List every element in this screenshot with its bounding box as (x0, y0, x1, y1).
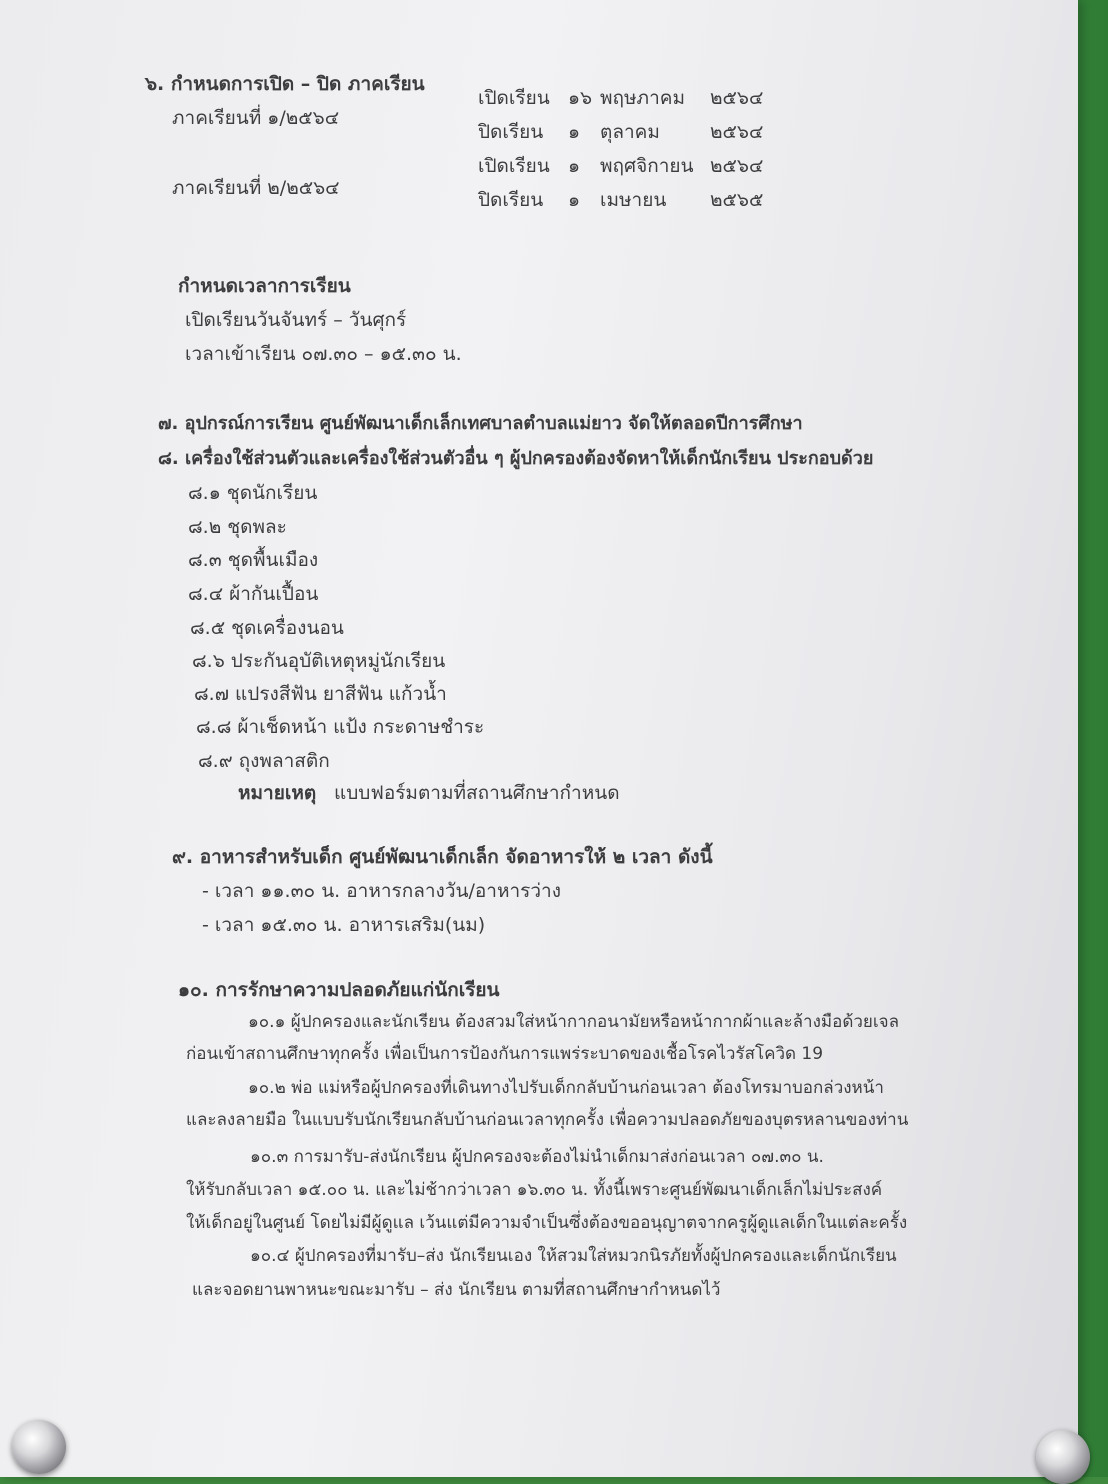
list-item: - เวลา ๑๕.๓๐ น. อาหารเสริม(นม) (202, 914, 486, 936)
paragraph-line: ๑๐.๑ ผู้ปกครองและนักเรียน ต้องสวมใส่หน้ากากอนามัยหรือหน้ากากผ้าและล้างมือด้วยเจล (248, 1012, 900, 1032)
term-2-close-year: ๒๕๖๕ (710, 189, 764, 211)
term-1-close-month: ตุลาคม (600, 121, 660, 143)
list-item: ๘.๖ ประกันอุบัติเหตุหมู่นักเรียน (192, 650, 446, 672)
term-1-close-year: ๒๕๖๔ (710, 121, 764, 143)
paragraph-line: ๑๐.๒ พ่อ แม่หรือผู้ปกครองที่เดินทางไปรับเด็กกลับบ้านก่อนเวลา ต้องโทรมาบอกล่วงหน้า (248, 1078, 884, 1098)
list-item: ๘.๔ ผ้ากันเปื้อน (188, 583, 319, 605)
term-2-close-label: ปิดเรียน (478, 189, 544, 211)
paragraph-line: ๑๐.๓ การมารับ-ส่งนักเรียน ผู้ปกครองจะต้องไม่นำเด็กมาส่งก่อนเวลา ๐๗.๓๐ น. (250, 1147, 824, 1167)
section-6-heading: ๖. กำหนดการเปิด – ปิด ภาคเรียน (145, 73, 425, 95)
section-10-heading: ๑๐. การรักษาความปลอดภัยแก่นักเรียน (178, 979, 500, 1001)
term-1-open-month: พฤษภาคม (600, 87, 685, 109)
term-2-label: ภาคเรียนที่ ๒/๒๕๖๔ (172, 177, 340, 199)
term-2-open-day: ๑ (568, 155, 581, 177)
section-7-text: ๗. อุปกรณ์การเรียน ศูนย์พัฒนาเด็กเล็กเทศบาลตำบลแม่ยาว จัดให้ตลอดปีการศึกษา (158, 413, 803, 434)
term-1-label: ภาคเรียนที่ ๑/๒๕๖๔ (172, 107, 340, 129)
note-text: แบบฟอร์มตามที่สถานศึกษากำหนด (334, 782, 620, 804)
list-item: ๘.๗ แปรงสีฟัน ยาสีฟัน แก้วน้ำ (194, 683, 447, 705)
term-2-close-day: ๑ (568, 189, 581, 211)
list-item: ๘.๘ ผ้าเช็ดหน้า แป้ง กระดาษชำระ (196, 716, 485, 738)
term-1-close-day: ๑ (568, 121, 581, 143)
schedule-days: เปิดเรียนวันจันทร์ – วันศุกร์ (185, 309, 407, 331)
section-8-heading: ๘. เครื่องใช้ส่วนตัวและเครื่องใช้ส่วนตัวอื่น ๆ ผู้ปกครองต้องจัดหาให้เด็กนักเรียน ประกอบด้วย (158, 448, 874, 469)
term-1-open-year: ๒๕๖๔ (710, 87, 764, 109)
term-2-open-label: เปิดเรียน (478, 155, 550, 177)
term-1-open-label: เปิดเรียน (478, 87, 550, 109)
term-1-close-label: ปิดเรียน (478, 121, 544, 143)
term-2-open-month: พฤศจิกายน (600, 155, 694, 177)
paragraph-line: ให้เด็กอยู่ในศูนย์ โดยไม่มีผู้ดูแล เว้นแต่มีความจำเป็นซึ่งต้องขออนุญาตจากครูผู้ดูแลเด็กในแต่ละครั้ง (186, 1213, 908, 1233)
note-label: หมายเหตุ (238, 782, 317, 804)
list-item: ๘.๓ ชุดพื้นเมือง (188, 549, 319, 571)
pushpin-icon (1036, 1430, 1090, 1484)
paragraph-line: และลงลายมือ ในแบบรับนักเรียนกลับบ้านก่อนเวลาทุกครั้ง เพื่อความปลอดภัยของบุตรหลานของท่าน (186, 1110, 909, 1130)
list-item: ๘.๑ ชุดนักเรียน (188, 482, 318, 504)
list-item: ๘.๙ ถุงพลาสติก (198, 750, 330, 772)
term-2-close-month: เมษายน (600, 189, 667, 211)
pushpin-icon (12, 1420, 66, 1474)
term-1-open-day: ๑๖ (568, 87, 593, 109)
section-9-heading: ๙. อาหารสำหรับเด็ก ศูนย์พัฒนาเด็กเล็ก จัดอาหารให้ ๒ เวลา ดังนี้ (172, 846, 713, 868)
list-item: ๘.๕ ชุดเครื่องนอน (190, 617, 344, 639)
list-item: - เวลา ๑๑.๓๐ น. อาหารกลางวัน/อาหารว่าง (202, 880, 561, 902)
term-2-open-year: ๒๕๖๔ (710, 155, 764, 177)
paragraph-line: ให้รับกลับเวลา ๑๕.๐๐ น. และไม่ช้ากว่าเวลา ๑๖.๓๐ น. ทั้งนี้เพราะศูนย์พัฒนาเด็กเล็กไม่ประสงค์ (186, 1180, 883, 1200)
paragraph-line: และจอดยานพาหนะขณะมารับ – ส่ง นักเรียน ตามที่สถานศึกษากำหนดไว้ (192, 1280, 721, 1300)
schedule-heading: กำหนดเวลาการเรียน (178, 275, 351, 297)
list-item: ๘.๒ ชุดพละ (188, 516, 287, 538)
paragraph-line: ๑๐.๔ ผู้ปกครองที่มารับ–ส่ง นักเรียนเอง ให้สวมใส่หมวกนิรภัยทั้งผู้ปกครองและเด็กนักเรียน (250, 1246, 897, 1266)
schedule-time: เวลาเข้าเรียน ๐๗.๓๐ – ๑๕.๓๐ น. (185, 343, 462, 365)
paragraph-line: ก่อนเข้าสถานศึกษาทุกครั้ง เพื่อเป็นการป้องกันการแพร่ระบาดของเชื้อโรคไวรัสโควิด 19 (186, 1044, 824, 1064)
